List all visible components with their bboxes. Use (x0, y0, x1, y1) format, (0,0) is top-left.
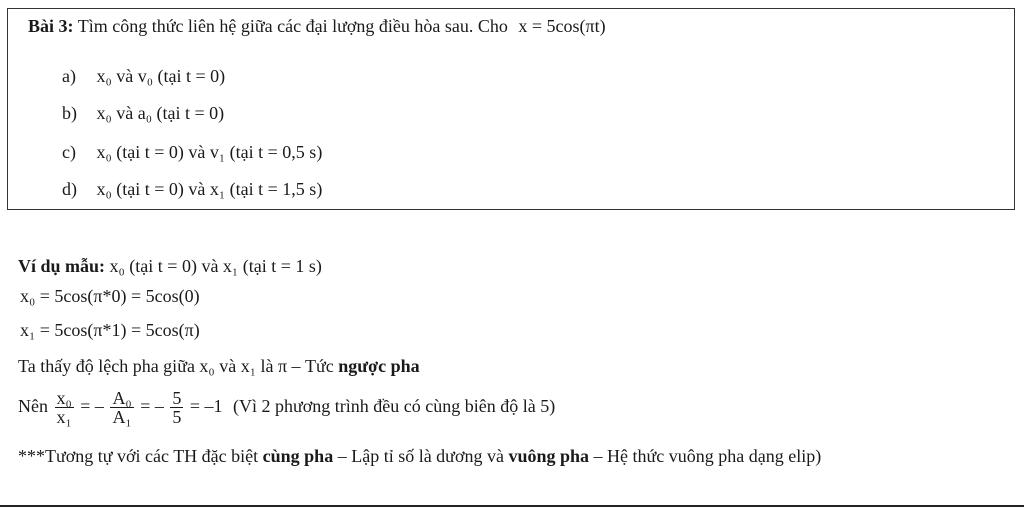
fraction-numerator: x₀ (56, 388, 72, 409)
ratio-note: (Vì 2 phương trình đều có cùng biên độ là 5) (233, 396, 556, 416)
problem-title-text: Tìm công thức liên hệ giữa các đại lượng điều hòa sau. Cho (77, 16, 508, 36)
ratio-fraction-x (55, 389, 74, 426)
problem-title-label: Bài 3: (28, 16, 74, 36)
fraction-denominator: A₁ (112, 407, 132, 428)
phase-bold: ngược pha (338, 356, 420, 376)
problem-item-b (62, 101, 224, 125)
note-bold-quadrature: vuông pha (508, 446, 589, 466)
item-label: b) (62, 103, 77, 123)
phase-text: Ta thấy độ lệch pha giữa x₀ và x₁ là π – Tức (18, 356, 334, 376)
note-mid: – Lập tỉ số là dương và (337, 446, 504, 466)
item-label: d) (62, 179, 77, 199)
bottom-divider (0, 505, 1024, 507)
note-bold-same-phase: cùng pha (262, 446, 334, 466)
item-text: x₀ và v₀ (tại t = 0) (96, 66, 226, 86)
problem-title (28, 14, 606, 38)
example-eq2 (20, 318, 200, 342)
problem-item-c (62, 140, 322, 164)
given-formula: x = 5cos(πt) (518, 16, 606, 36)
note-line (18, 444, 821, 468)
item-text: x₀ (tại t = 0) và x₁ (tại t = 1,5 s) (96, 179, 323, 199)
item-label: c) (62, 142, 76, 162)
example-heading-text: x₀ (tại t = 0) và x₁ (tại t = 1 s) (109, 256, 322, 276)
note-suffix: – Hệ thức vuông pha dạng elip) (593, 446, 822, 466)
ratio-result: = –1 (189, 396, 223, 416)
problem-item-d (62, 177, 322, 201)
fraction-numerator: 5 (172, 388, 182, 409)
ratio-line (18, 384, 555, 428)
phase-line (18, 354, 420, 378)
ratio-fraction-5 (170, 389, 183, 426)
example-heading-label: Ví dụ mẫu: (18, 256, 106, 276)
fraction-denominator: 5 (172, 407, 182, 428)
ratio-equals: = – (140, 396, 164, 416)
fraction-denominator: x₁ (56, 407, 72, 428)
item-text: x₀ và a₀ (tại t = 0) (96, 103, 225, 123)
item-label: a) (62, 66, 76, 86)
fraction-numerator: A₀ (112, 388, 132, 409)
item-text: x₀ (tại t = 0) và v₁ (tại t = 0,5 s) (96, 142, 323, 162)
problem-item-a (62, 64, 225, 88)
ratio-prefix: Nên (18, 396, 48, 416)
equation-x1: x₁ = 5cos(π*1) = 5cos(π) (20, 320, 200, 340)
ratio-equals: = – (80, 396, 104, 416)
ratio-fraction-a (110, 389, 133, 426)
example-eq1 (20, 284, 200, 308)
example-heading (18, 254, 322, 278)
equation-x0: x₀ = 5cos(π*0) = 5cos(0) (20, 286, 200, 306)
note-prefix: ***Tương tự với các TH đặc biệt (18, 446, 259, 466)
